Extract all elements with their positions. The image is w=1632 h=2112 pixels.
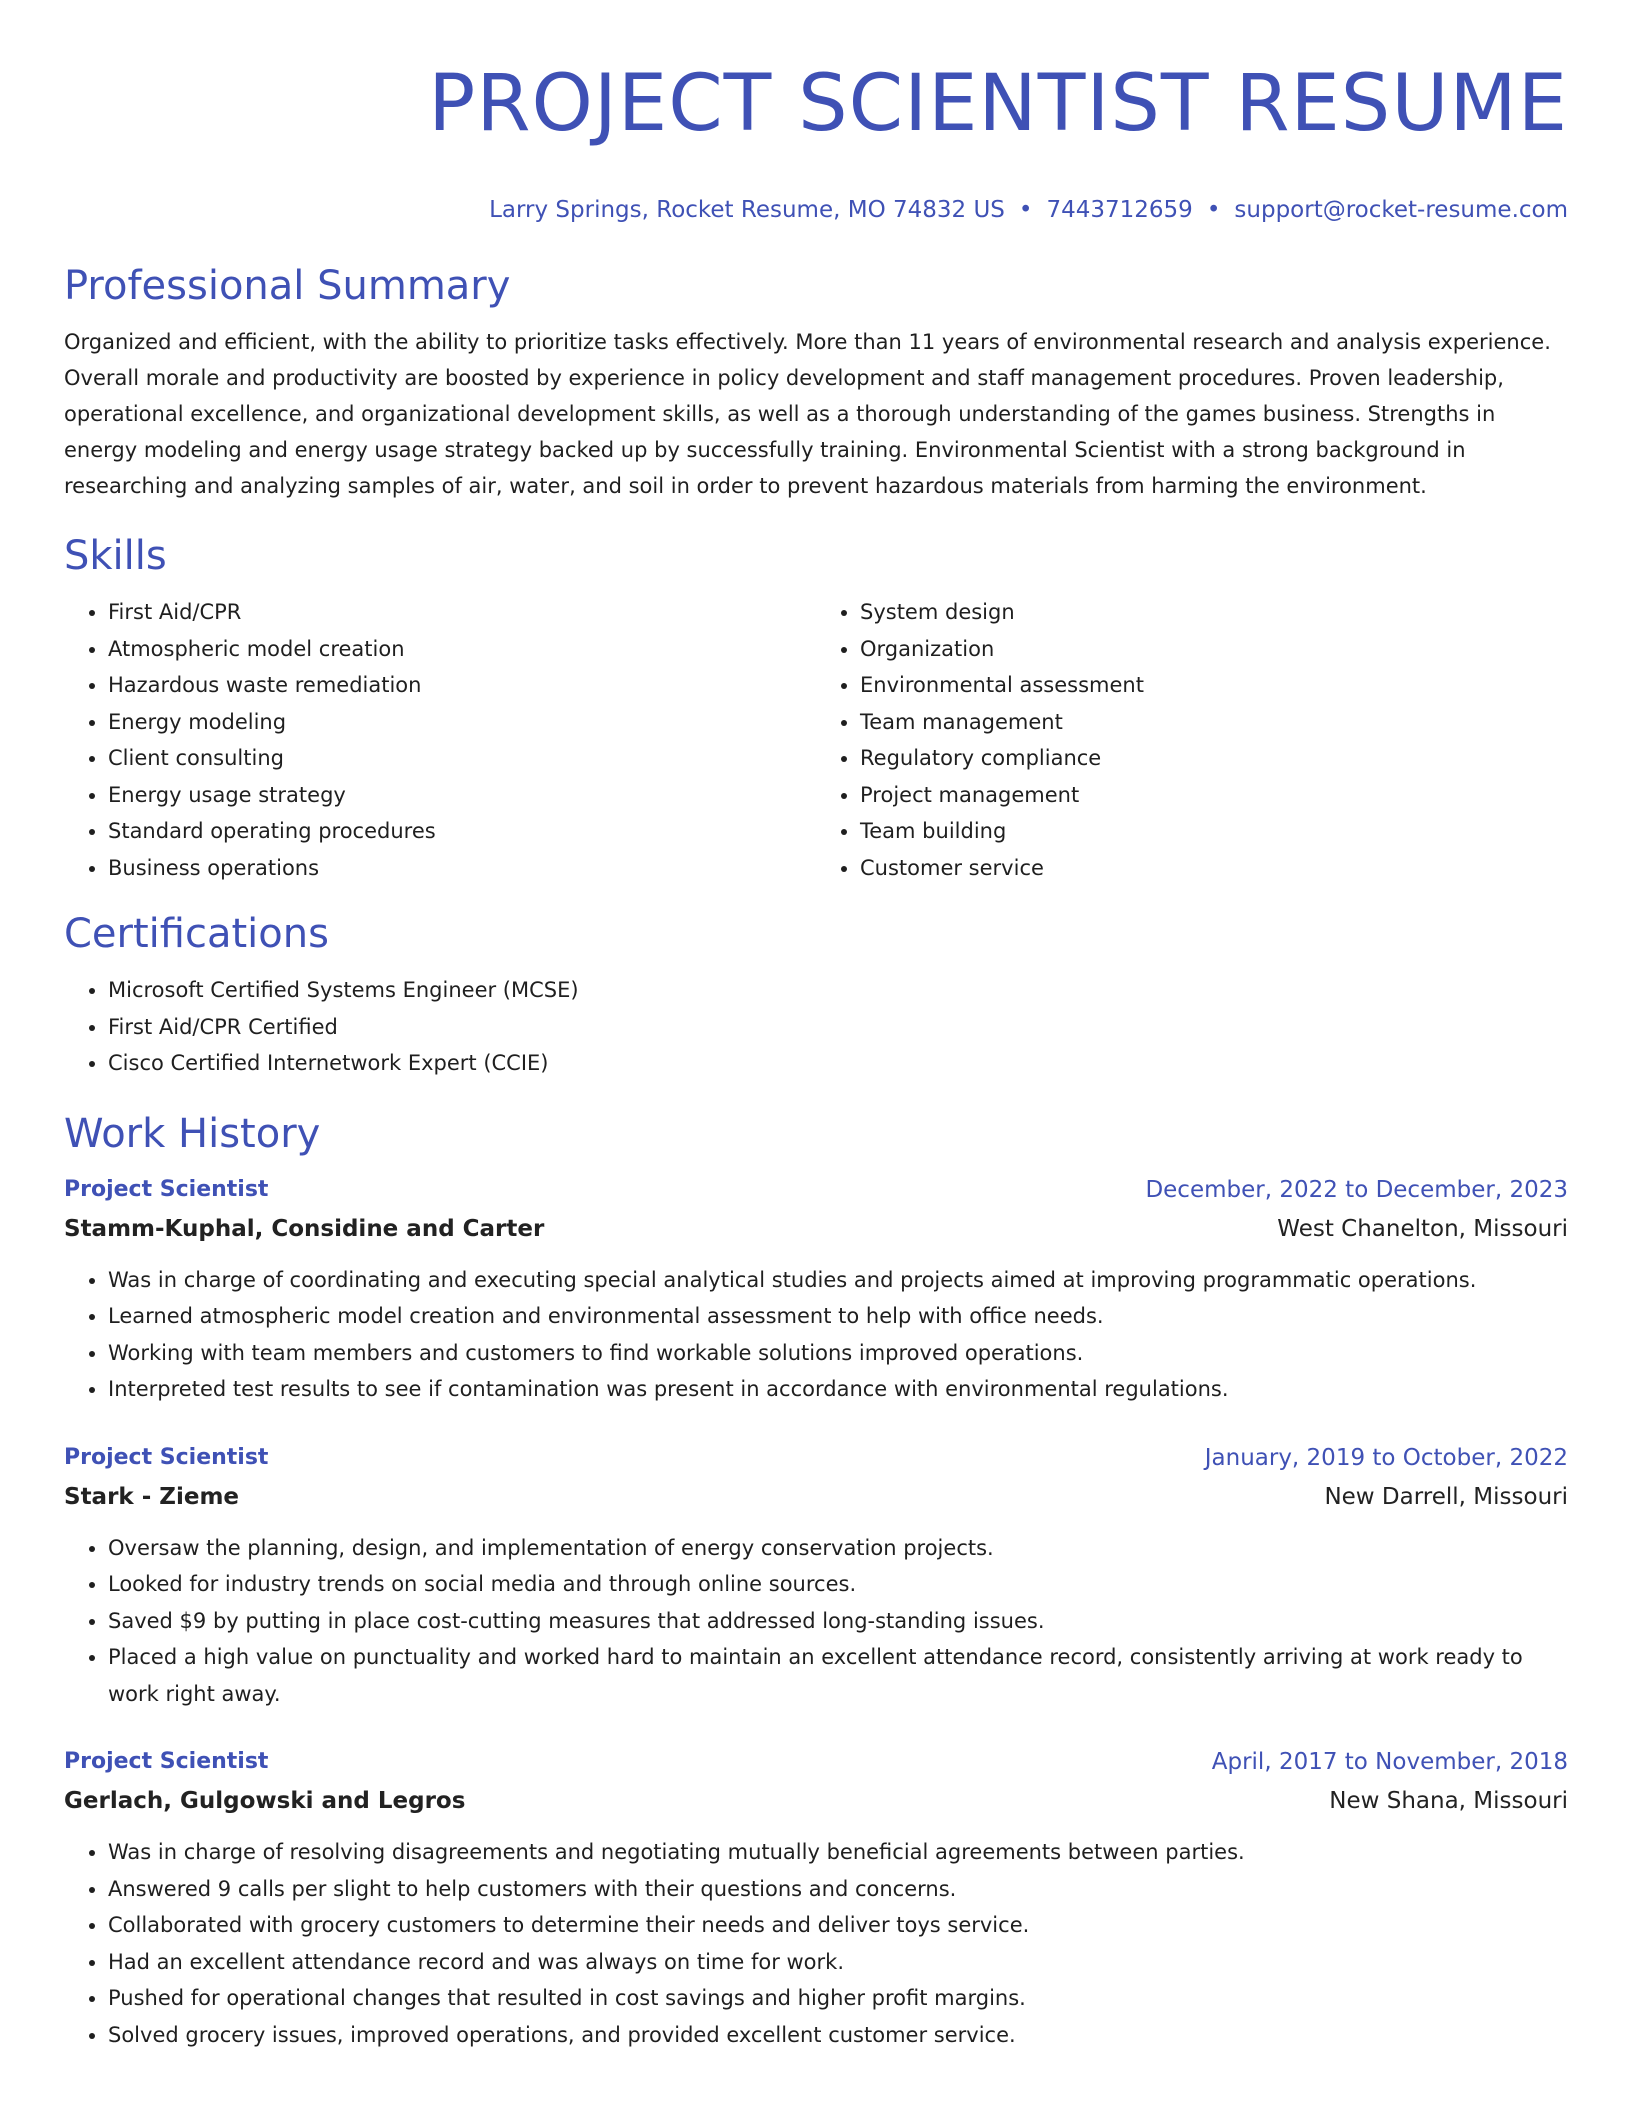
job-location: New Shana, Missouri bbox=[1329, 1788, 1568, 1814]
certifications-section bbox=[64, 908, 1568, 1082]
job-bullet: • Interpreted test results to see if contamination was present in accordance with environmental regulations. bbox=[108, 1371, 1568, 1408]
job-bullet: • Placed a high value on punctuality and worked hard to maintain an excellent attendance record, consistently arriving at work ready to work right away. bbox=[108, 1639, 1568, 1712]
job-title-row bbox=[64, 1438, 1568, 1478]
job-entry bbox=[64, 1438, 1568, 1713]
job-bullet: • Had an excellent attendance record and was always on time for work. bbox=[108, 1944, 1568, 1981]
job-company: Gerlach, Gulgowski and Legros bbox=[64, 1788, 466, 1814]
job-bullet: • Oversaw the planning, design, and implementation of energy conservation projects. bbox=[108, 1530, 1568, 1567]
skill-item: • Project management bbox=[860, 777, 1568, 814]
skill-item: • Energy usage strategy bbox=[108, 777, 816, 814]
skill-item: • System design bbox=[860, 594, 1568, 631]
job-bullets bbox=[64, 1262, 1568, 1408]
job-bullet: • Learned atmospheric model creation and environmental assessment to help with office needs. bbox=[108, 1298, 1568, 1335]
job-entry bbox=[64, 1742, 1568, 2053]
job-bullet: • Solved grocery issues, improved operations, and provided excellent customer service. bbox=[108, 2017, 1568, 2054]
skill-item: • Atmospheric model creation bbox=[108, 631, 816, 668]
section-heading-certifications: Certifications bbox=[64, 911, 329, 957]
job-entry bbox=[64, 1170, 1568, 1408]
skill-item: • Standard operating procedures bbox=[108, 813, 816, 850]
skill-item: • Customer service bbox=[860, 850, 1568, 887]
skill-item: • Regulatory compliance bbox=[860, 740, 1568, 777]
job-company: Stark - Zieme bbox=[64, 1483, 240, 1510]
job-dates: April, 2017 to November, 2018 bbox=[1211, 1749, 1568, 1775]
job-company: Stamm-Kuphal, Considine and Carter bbox=[64, 1215, 545, 1242]
work-section bbox=[64, 1108, 1568, 2054]
contact-phone[interactable]: 7443712659 bbox=[1046, 197, 1193, 223]
job-bullet: • Working with team members and customers to find workable solutions improved operations. bbox=[108, 1335, 1568, 1372]
skills-list-left bbox=[64, 594, 816, 886]
job-bullet: • Answered 9 calls per slight to help customers with their questions and concerns. bbox=[108, 1871, 1568, 1908]
skill-item: • Business operations bbox=[108, 850, 816, 887]
skills-section bbox=[64, 530, 1568, 886]
job-title: Project Scientist bbox=[64, 1444, 269, 1470]
contact-address: Larry Springs, Rocket Resume, MO 74832 US bbox=[489, 197, 1005, 223]
section-heading-skills: Skills bbox=[64, 533, 167, 579]
job-title-row bbox=[64, 1170, 1568, 1210]
skill-item: • Team building bbox=[860, 813, 1568, 850]
skill-item: • Hazardous waste remediation bbox=[108, 667, 816, 704]
skills-columns bbox=[64, 594, 1568, 886]
summary-text: Organized and efficient, with the ability to prioritize tasks effectively. More than 11 years of environmental research and analysis experience. Overall morale and productivity are boosted by experience in policy development and staff management procedures. Proven leadership, operational excellence, and organizational development skills, as well as a thorough understanding of the games business. Strengths in energy modeling and energy usage strategy backed up by successfully training. Environmental Scientist with a strong background in researching and analyzing samples of air, water, and soil in order to prevent hazardous materials from harming the environment. bbox=[64, 330, 1551, 498]
job-bullet: • Saved $9 by putting in place cost-cutting measures that addressed long-standing issues. bbox=[108, 1603, 1568, 1640]
certifications-list bbox=[64, 972, 1568, 1082]
job-bullets bbox=[64, 1834, 1568, 2053]
job-dates: January, 2019 to October, 2022 bbox=[1204, 1444, 1568, 1471]
job-bullet: • Was in charge of coordinating and executing special analytical studies and projects aimed at improving programmatic operations. bbox=[108, 1262, 1568, 1299]
certification-item: • Cisco Certified Internetwork Expert (CCIE) bbox=[108, 1045, 1568, 1082]
summary-section bbox=[64, 260, 1568, 504]
contact-line bbox=[64, 194, 1568, 226]
skill-item: • Environmental assessment bbox=[860, 667, 1568, 704]
job-bullet: • Looked for industry trends on social media and through online sources. bbox=[108, 1566, 1568, 1603]
job-company-row bbox=[64, 1478, 1568, 1516]
certification-item: • Microsoft Certified Systems Engineer (MCSE) bbox=[108, 972, 1568, 1009]
job-location: New Darrell, Missouri bbox=[1324, 1483, 1568, 1510]
job-company-row bbox=[64, 1782, 1568, 1820]
job-bullet: • Collaborated with grocery customers to determine their needs and deliver toys service. bbox=[108, 1907, 1568, 1944]
skill-item: • Team management bbox=[860, 704, 1568, 741]
contact-separator: • bbox=[1018, 197, 1033, 223]
section-heading-work: Work History bbox=[64, 1110, 321, 1157]
job-title: Project Scientist bbox=[64, 1176, 269, 1202]
job-bullets bbox=[64, 1530, 1568, 1713]
skills-list-right bbox=[816, 594, 1568, 886]
skill-item: • Energy modeling bbox=[108, 704, 816, 741]
skill-item: • Client consulting bbox=[108, 740, 816, 777]
skill-item: • First Aid/CPR bbox=[108, 594, 816, 631]
certification-item: • First Aid/CPR Certified bbox=[108, 1009, 1568, 1046]
job-dates: December, 2022 to December, 2023 bbox=[1145, 1176, 1568, 1203]
job-company-row bbox=[64, 1210, 1568, 1248]
contact-separator: • bbox=[1206, 197, 1221, 223]
job-bullet: • Was in charge of resolving disagreements and negotiating mutually beneficial agreements between parties. bbox=[108, 1834, 1568, 1871]
skill-item: • Organization bbox=[860, 631, 1568, 668]
job-location: West Chanelton, Missouri bbox=[1277, 1215, 1568, 1242]
resume-header bbox=[64, 0, 1568, 226]
resume-title: PROJECT SCIENTIST RESUME bbox=[428, 59, 1568, 149]
section-heading-summary: Professional Summary bbox=[64, 263, 511, 309]
job-title-row bbox=[64, 1742, 1568, 1782]
job-title: Project Scientist bbox=[64, 1749, 269, 1774]
job-bullet: • Pushed for operational changes that resulted in cost savings and higher profit margins. bbox=[108, 1980, 1568, 2017]
contact-email[interactable]: support@rocket-resume.com bbox=[1234, 197, 1568, 223]
